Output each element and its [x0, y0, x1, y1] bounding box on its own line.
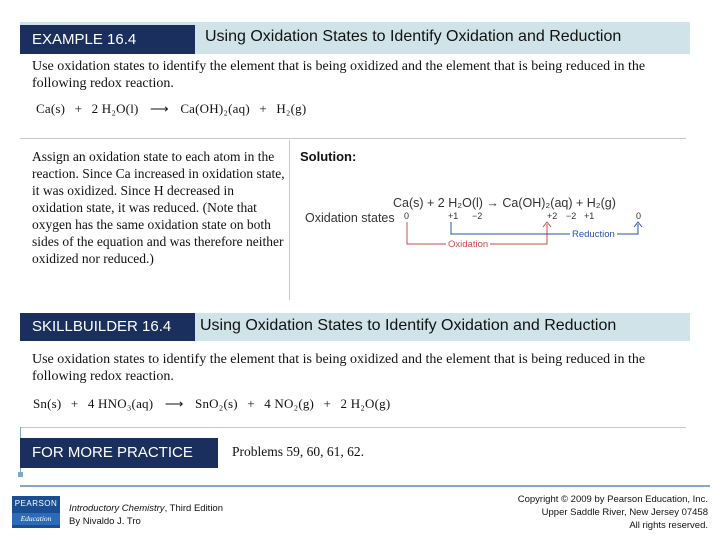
eq-plus-2: +	[259, 101, 267, 116]
example-prompt: Use oxidation states to identify the element that is being oxidized and the element that is being reduced in the following redox reaction.	[32, 59, 646, 91]
copyright-line-2: Upper Saddle River, New Jersey 07458	[541, 507, 708, 518]
book-author: By Nivaldo J. Tro	[69, 516, 141, 527]
more-practice-problems: Problems 59, 60, 61, 62.	[232, 444, 365, 459]
ox-ca-left: 0	[404, 211, 410, 221]
ox-ca-right: +2	[547, 211, 558, 221]
eq-plus-1: +	[74, 101, 83, 116]
sb-plus-1: +	[70, 396, 79, 411]
sb-product-3: 2 H₂O(g)	[340, 396, 391, 411]
example-label: EXAMPLE 16.4	[20, 25, 195, 54]
copyright-line-1: Copyright © 2009 by Pearson Education, Inc.	[517, 494, 708, 505]
eq-product-1: Ca(OH)₂(aq)	[180, 101, 250, 116]
sb-plus-2: +	[247, 396, 255, 411]
ox-h-right: +1	[584, 211, 595, 221]
book-title-line	[69, 503, 223, 514]
skillbuilder-label: SKILLBUILDER 16.4	[20, 313, 195, 341]
logo-bottom-text: Education	[12, 513, 60, 525]
eq-arrow: ⟶	[150, 101, 169, 116]
divider-2	[20, 427, 686, 428]
eq-reactant-2: 2 H₂O(l)	[91, 101, 139, 116]
example-title: Using Oxidation States to Identify Oxidation and Reduction	[205, 28, 622, 45]
reduction-label: Reduction	[572, 229, 615, 240]
skillbuilder-equation	[33, 396, 390, 412]
book-edition: , Third Edition	[164, 503, 224, 514]
skillbuilder-title: Using Oxidation States to Identify Oxidation and Reduction	[200, 317, 617, 334]
column-divider	[289, 140, 290, 300]
oxidation-states-label: Oxidation states	[305, 211, 395, 225]
eq-product-2: H₂(g)	[276, 101, 307, 116]
ox-o-right: −2	[566, 211, 577, 221]
footer-rule	[20, 485, 710, 487]
ox-o-left: −2	[472, 211, 483, 221]
pearson-logo	[12, 496, 60, 528]
left-accent-dot	[18, 472, 23, 477]
sb-reactant-1: Sn(s)	[33, 396, 62, 411]
assign-oxidation-text: Assign an oxidation state to each atom in the reaction. Since Ca increased in oxidation state, it was oxidized. Since H decreased in oxidation state, it was reduced. (Note that oxygen has the same oxidation state on both sides of the equation and was therefore neither oxidized nor reduced.)	[32, 149, 285, 266]
oxidation-equation: Ca(s) + 2 H₂O(l) → Ca(OH)₂(aq) + H₂(g)	[393, 196, 616, 210]
sb-product-1: SnO₂(s)	[195, 396, 238, 411]
ox-h-left: +1	[448, 211, 459, 221]
solution-label: Solution:	[300, 149, 357, 164]
logo-top-text: PEARSON	[14, 499, 58, 508]
skillbuilder-prompt: Use oxidation states to identify the element that is being oxidized and the element that is being reduced in the following redox reaction.	[32, 352, 646, 384]
eq-reactant-1: Ca(s)	[36, 101, 66, 116]
book-title: Introductory Chemistry	[69, 503, 165, 514]
sb-plus-3: +	[323, 396, 332, 411]
sb-reactant-2: 4 HNO₃(aq)	[87, 396, 154, 411]
sb-product-2: 4 NO₂(g)	[264, 396, 315, 411]
ox-h2: 0	[636, 211, 642, 221]
oxidation-label: Oxidation	[448, 239, 489, 250]
divider	[20, 138, 686, 139]
copyright-line-3: All rights reserved.	[629, 520, 708, 531]
more-practice-label: FOR MORE PRACTICE	[20, 438, 218, 468]
sb-arrow: ⟶	[164, 396, 184, 411]
example-equation	[36, 101, 306, 117]
